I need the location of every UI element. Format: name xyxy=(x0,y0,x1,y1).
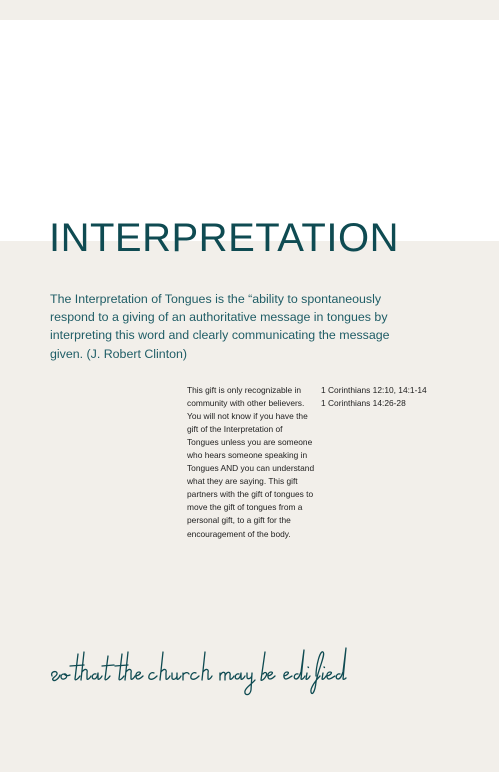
scripture-reference: 1 Corinthians 12:10, 14:1-14 xyxy=(321,385,427,395)
definition-paragraph: The Interpretation of Tongues is the “ability to spontaneously respond to a giving of an authoritative message in tongues by interpreting this word and clearly communicating the message given. (J. Robert Clinton) xyxy=(50,292,390,361)
scripture-reference: 1 Corinthians 14:26-28 xyxy=(321,398,406,409)
body-paragraph: This gift is only recognizable in community with other believers. You will not know if you have the gift of the Interpretation of Tongues unless you are someone who hears someone speaking in Tongues AND you can understand what they are saying. This gift partners with the gift of tongues to move the gift of tongues from a personal gift, to a gift for the encouragement of the body. xyxy=(187,385,315,539)
page-title: INTERPRETATION xyxy=(49,216,399,260)
scripture-references xyxy=(321,384,451,410)
handwritten-tagline xyxy=(48,636,348,700)
top-band xyxy=(0,0,499,20)
header-panel xyxy=(0,20,499,241)
